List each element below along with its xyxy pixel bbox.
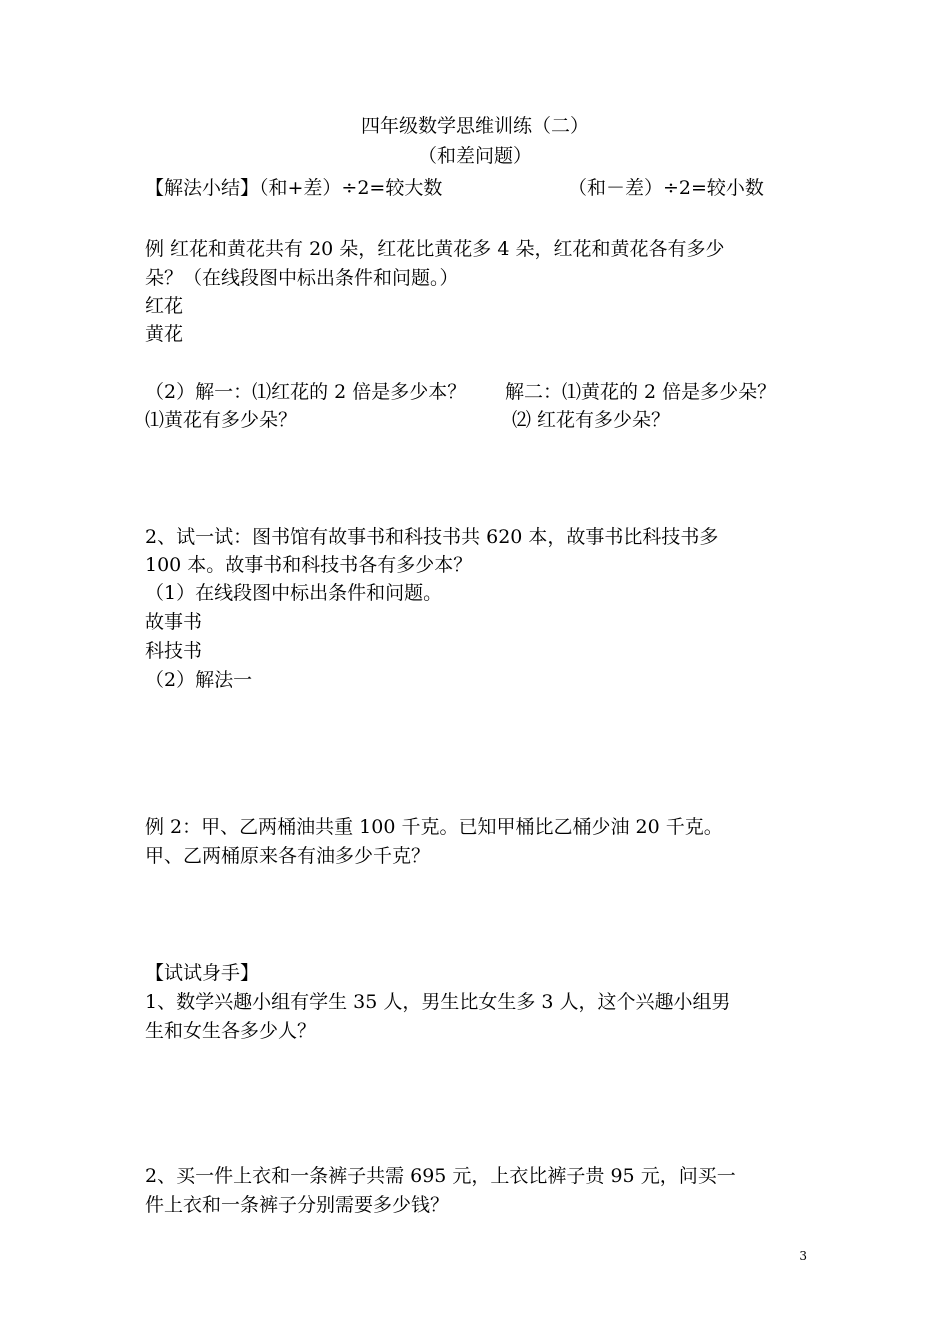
example1-line1: 例 红花和黄花共有 20 朵，红花比黄花多 4 朵，红花和黄花各有多少 (145, 238, 725, 260)
summary-formula-2: （和－差）÷2=较小数 (568, 177, 764, 199)
example1-method1-line2: ⑴黄花有多少朵？ (145, 409, 298, 431)
example1-label-yellow: 黄花 (145, 323, 184, 345)
example1-method1-line1: （2）解一：⑴红花的 2 倍是多少本？ (145, 381, 467, 403)
example2-line2: 甲、乙两桶原来各有油多少千克？ (145, 845, 431, 867)
practice-q2-line1: 2、买一件上衣和一条裤子共需 695 元，上衣比裤子贵 95 元，问买一 (145, 1165, 736, 1187)
example1-method2-line2: ⑵ 红花有多少朵？ (512, 409, 671, 431)
page-subtitle: （和差问题） (417, 145, 532, 167)
try1-label-tech: 科技书 (145, 640, 203, 662)
page-number: 3 (799, 1249, 807, 1263)
example1-line2: 朵？（在线段图中标出条件和问题。） (145, 267, 459, 289)
try1-step1: （1）在线段图中标出条件和问题。 (145, 582, 443, 604)
try1-step2: （2）解法一 (145, 669, 253, 691)
practice-header: 【试试身手】 (145, 962, 260, 984)
practice-q1-line1: 1、数学兴趣小组有学生 35 人，男生比女生多 3 人，这个兴趣小组男 (145, 991, 731, 1013)
example1-label-red: 红花 (145, 295, 184, 317)
page-title: 四年级数学思维训练（二） (360, 115, 589, 137)
practice-q1-line2: 生和女生各多少人？ (145, 1020, 317, 1042)
summary-formula-1: 【解法小结】（和+差）÷2=较大数 (145, 177, 443, 199)
try1-line1: 2、试一试：图书馆有故事书和科技书共 620 本，故事书比科技书多 (145, 526, 719, 548)
example2-line1: 例 2：甲、乙两桶油共重 100 千克。已知甲桶比乙桶少油 20 千克。 (145, 816, 723, 838)
practice-q2-line2: 件上衣和一条裤子分别需要多少钱？ (145, 1194, 450, 1216)
example1-method2-line1: 解二：⑴黄花的 2 倍是多少朵？ (505, 381, 777, 403)
try1-label-story: 故事书 (145, 611, 203, 633)
try1-line2: 100 本。故事书和科技书各有多少本？ (145, 554, 473, 576)
